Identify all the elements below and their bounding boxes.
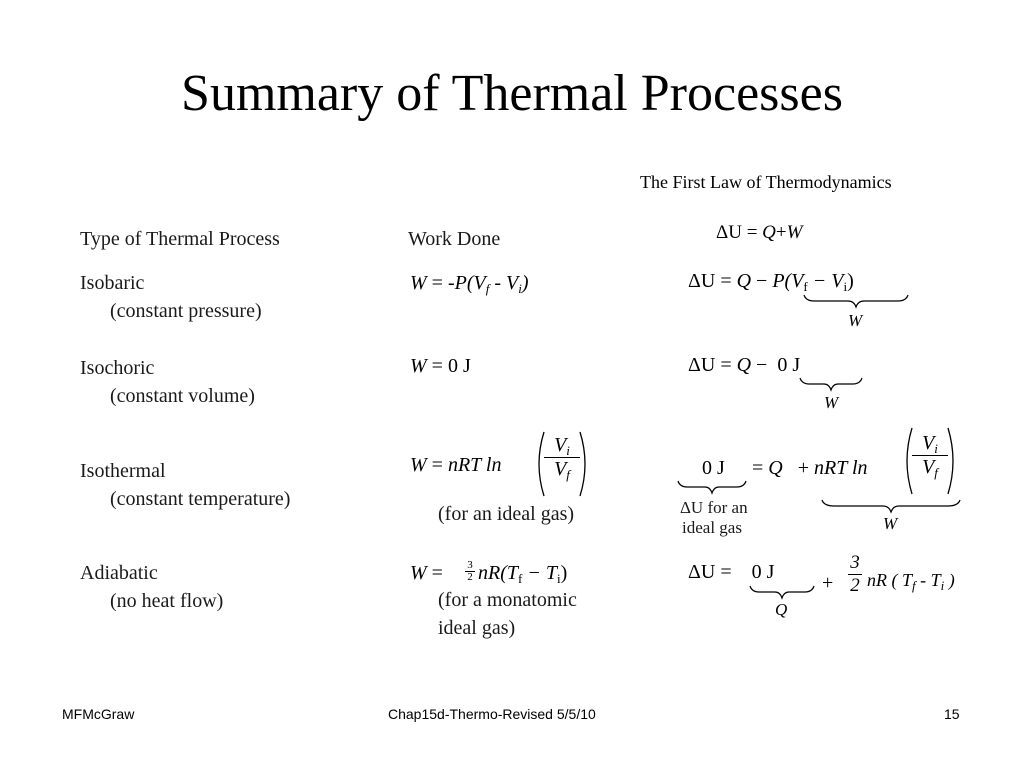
close-paren: ): [847, 270, 854, 292]
underbrace: [750, 586, 814, 600]
law-term: nRT ln: [814, 457, 868, 479]
slide-title: Summary of Thermal Processes: [181, 65, 843, 122]
work-mid: - V: [489, 272, 519, 294]
close-paren: ): [944, 570, 955, 590]
work-lhs: W: [410, 272, 427, 294]
close-paren: ): [560, 562, 568, 584]
work-lhs: W: [410, 562, 427, 584]
work-formula-adiabatic-rhs: [478, 562, 567, 585]
delta-u-symbol: ΔU: [688, 561, 716, 583]
subscript-i: i: [934, 441, 938, 456]
header-process-type: Type of Thermal Process: [80, 228, 280, 250]
subscript-f: f: [934, 465, 938, 480]
subscript-f: f: [566, 467, 570, 482]
coefficient-three-halves: [848, 552, 862, 597]
q-symbol: Q: [762, 222, 776, 243]
brace-label-w: W: [824, 393, 839, 412]
equals-sign: =: [431, 562, 443, 584]
brace-label-w: W: [848, 311, 863, 330]
equals-sign: =: [720, 354, 732, 376]
law-zero-term: 0 J: [702, 457, 725, 479]
denominator-v: V: [922, 456, 935, 478]
footer-author: MFMcGraw: [62, 706, 135, 722]
delta-u-symbol: ΔU: [688, 354, 716, 376]
work-formula-adiabatic: [410, 562, 443, 585]
numerator-v: V: [922, 432, 935, 454]
law-formula-adiabatic: [688, 561, 774, 584]
underbrace: [804, 295, 908, 309]
close-paren: ): [521, 272, 529, 294]
delta-u-symbol: ΔU: [716, 222, 742, 243]
under-left-label-2: ideal gas: [682, 518, 742, 537]
equals-sign: =: [431, 272, 443, 294]
equals-sign: =: [431, 355, 443, 377]
subscript-f: f: [912, 578, 916, 593]
first-law-caption: The First Law of Thermodynamics: [640, 172, 892, 192]
law-formula-isothermal: [752, 457, 868, 480]
under-left-label-1: ΔU for an: [680, 498, 748, 517]
equals-sign: =: [746, 222, 758, 243]
work-lhs: W: [410, 355, 427, 377]
subscript-f: f: [803, 279, 808, 294]
underbrace: [800, 378, 862, 392]
q-symbol: Q: [768, 457, 783, 479]
work-formula-isobaric: [410, 272, 529, 295]
subscript-i: i: [566, 443, 570, 458]
plus-sign: +: [775, 222, 787, 243]
coef-denominator: 2: [465, 571, 475, 583]
brace-label-q: Q: [775, 600, 788, 619]
process-name-adiabatic: Adiabatic: [80, 562, 158, 584]
equals-sign: =: [720, 270, 732, 292]
subscript-i: i: [940, 578, 945, 593]
denominator-v: V: [554, 458, 567, 480]
work-formula-isochoric: [410, 355, 471, 378]
work-mid: − T: [522, 562, 557, 584]
law-formula-isochoric: [688, 354, 800, 377]
work-note-adiabatic-1: (for a monatomic: [438, 589, 577, 611]
q-symbol: Q: [736, 270, 752, 292]
subscript-f: f: [518, 571, 523, 586]
law-term: 0 J: [751, 561, 775, 583]
subscript-f: f: [485, 281, 490, 296]
law-formula-isobaric: [688, 270, 854, 293]
plus-sign: +: [822, 572, 834, 594]
header-work-done: Work Done: [408, 228, 501, 250]
equals-sign: =: [431, 454, 443, 476]
subscript-i: i: [843, 279, 848, 294]
work-lhs: W: [410, 454, 427, 476]
numerator-v: V: [554, 434, 567, 456]
delta-u-symbol: ΔU: [688, 270, 716, 292]
plus-sign: +: [797, 457, 810, 479]
law-term: 0 J: [777, 354, 801, 376]
minus-sign: −: [756, 354, 768, 376]
equals-sign: =: [720, 561, 732, 583]
work-note-adiabatic-2: ideal gas): [438, 617, 516, 639]
process-desc-isothermal: (constant temperature): [110, 488, 291, 510]
w-symbol: W: [786, 222, 803, 243]
equals-sign: =: [752, 457, 764, 479]
coef-numerator: 3: [467, 559, 473, 571]
footer-chapter: Chap15d-Thermo-Revised 5/5/10: [388, 706, 596, 722]
first-law-equation: [716, 222, 802, 244]
work-note-isothermal: (for an ideal gas): [438, 503, 575, 525]
coef-denominator: 2: [848, 574, 862, 597]
underbrace: [678, 481, 746, 495]
law-mid: - T: [915, 570, 941, 590]
work-rhs: 0 J: [447, 355, 471, 377]
work-formula-isothermal: [410, 454, 502, 477]
subscript-i: i: [518, 281, 522, 296]
process-desc-adiabatic: (no heat flow): [110, 590, 224, 612]
q-symbol: Q: [736, 354, 752, 376]
work-rhs: nR(T: [478, 562, 518, 584]
fraction-vi-vf: [544, 434, 580, 481]
process-name-isothermal: Isothermal: [80, 460, 166, 482]
process-name-isobaric: Isobaric: [80, 272, 145, 294]
footer-page-number: 15: [944, 706, 960, 722]
underbrace: [822, 500, 960, 514]
law-formula-adiabatic-rhs: [867, 570, 955, 591]
work-rhs: -P(V: [447, 272, 486, 294]
process-desc-isobaric: (constant pressure): [110, 300, 262, 322]
fraction-vi-vf: [912, 432, 948, 479]
coefficient-three-halves: [465, 560, 475, 583]
process-desc-isochoric: (constant volume): [110, 385, 255, 407]
process-name-isochoric: Isochoric: [80, 357, 155, 379]
minus-sign: −: [756, 270, 768, 292]
work-rhs: nRT ln: [447, 454, 502, 476]
subscript-i: i: [556, 571, 561, 586]
law-mid: − V: [807, 270, 844, 292]
law-term: P(V: [772, 270, 804, 292]
law-rhs: nR ( T: [867, 570, 912, 590]
brace-label-w: W: [883, 514, 898, 533]
coef-numerator: 3: [850, 552, 860, 573]
